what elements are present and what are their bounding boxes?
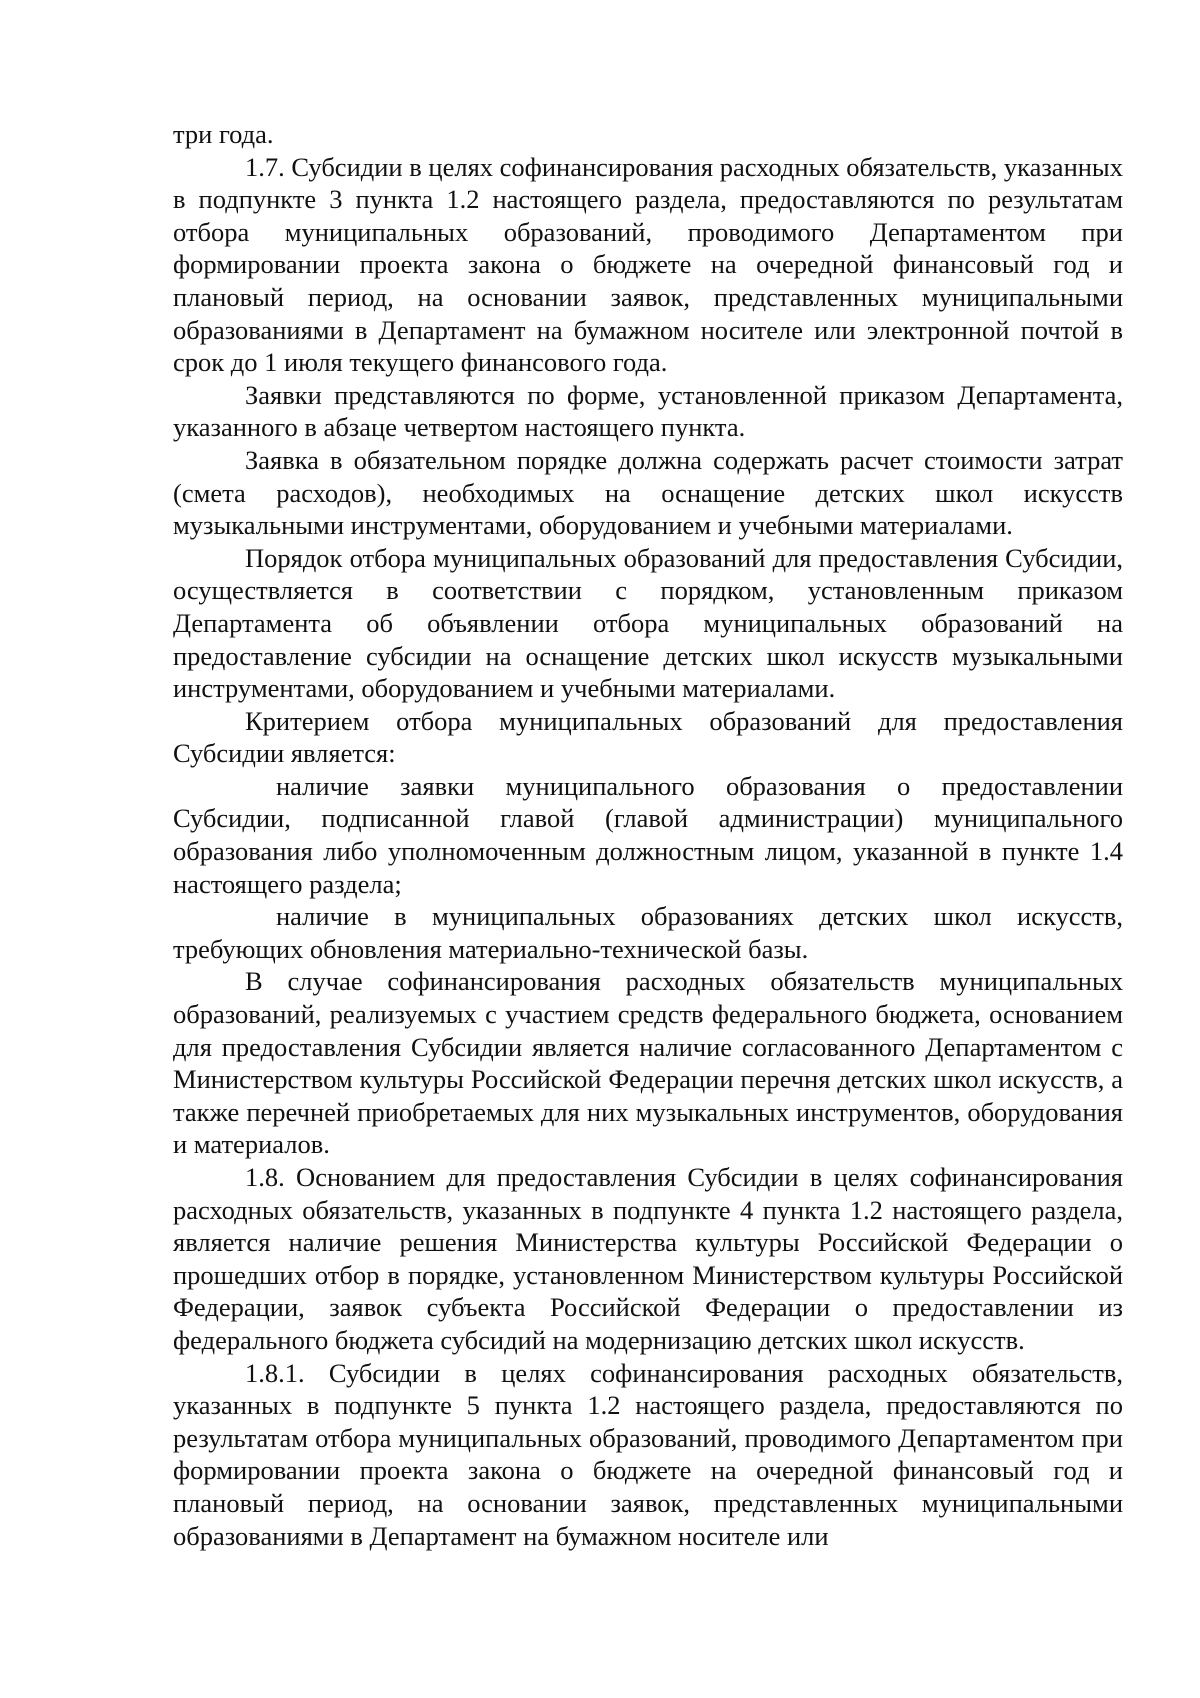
paragraph-federal-cofinancing: В случае софинансирования расходных обязательств муниципальных образований, реализуемых с участием средств федерального бюджета, основанием для предоставления Субсидии является наличие согласованного Департаментом с Министерством культуры Российской Федерации перечня детских школ искусств, а также перечней приобретаемых для них музыкальных инструментов, оборудования и материалов. [173, 966, 1123, 1160]
paragraph-1-8-1: 1.8.1. Субсидии в целях софинансирования расходных обязательств, указанных в подпункте 5 пункта 1.2 настоящего раздела, предоставляются по результатам отбора муниципальных образований, проводимого Департаментом при формировании проекта закона о бюджете на очередной финансовый год и плановый период, на основании заявок, представленных муниципальными образованиями в Департамент на бумажном носителе или [173, 1357, 1123, 1551]
paragraph-criterion-application: наличие заявки муниципального образования о предоставлении Субсидии, подписанной главой (главой администрации) муниципального образования либо уполномоченным должностным лицом, указанной в пункте 1.4 настоящего раздела; [173, 770, 1123, 899]
paragraph-selection-criterion: Критерием отбора муниципальных образований для предоставления Субсидии является: [173, 705, 1123, 769]
paragraph-1-7: 1.7. Субсидии в целях софинансирования расходных обязательств, указанных в подпункте 3 пункта 1.2 настоящего раздела, предоставляются по результатам отбора муниципальных образований, проводимого Департаментом при формировании проекта закона о бюджете на очередной финансовый год и плановый период, на основании заявок, представленных муниципальными образованиями в Департамент на бумажном носителе или электронной почтой в срок до 1 июля текущего финансового года. [173, 151, 1123, 378]
paragraph-applications-form: Заявки представляются по форме, установленной приказом Департамента, указанного в абзаце четвертом настоящего пункта. [173, 379, 1123, 443]
paragraph-selection-procedure: Порядок отбора муниципальных образований для предоставления Субсидии, осуществляется в соответствии с порядком, установленным приказом Департамента об объявлении отбора муниципальных образований на предоставление субсидии на оснащение детских школ искусств музыкальными инструментами, оборудованием и учебными материалами. [173, 542, 1123, 704]
paragraph-application-content: Заявка в обязательном порядке должна содержать расчет стоимости затрат (смета расходов), необходимых на оснащение детских школ искусств музыкальными инструментами, оборудованием и учебными материалами. [173, 444, 1123, 541]
paragraph-criterion-schools: наличие в муниципальных образованиях детских школ искусств, требующих обновления материально-технической базы. [173, 901, 1123, 964]
document-body [173, 118, 1123, 1552]
paragraph-1-8: 1.8. Основанием для предоставления Субсидии в целях софинансирования расходных обязательств, указанных в подпункте 4 пункта 1.2 настоящего раздела, является наличие решения Министерства культуры Российской Федерации о прошедших отбор в порядке, установленном Министерством культуры Российской Федерации, заявок субъекта Российской Федерации о предоставлении из федерального бюджета субсидий на модернизацию детских школ искусств. [173, 1162, 1123, 1355]
paragraph-continuation: три года. [173, 119, 274, 149]
